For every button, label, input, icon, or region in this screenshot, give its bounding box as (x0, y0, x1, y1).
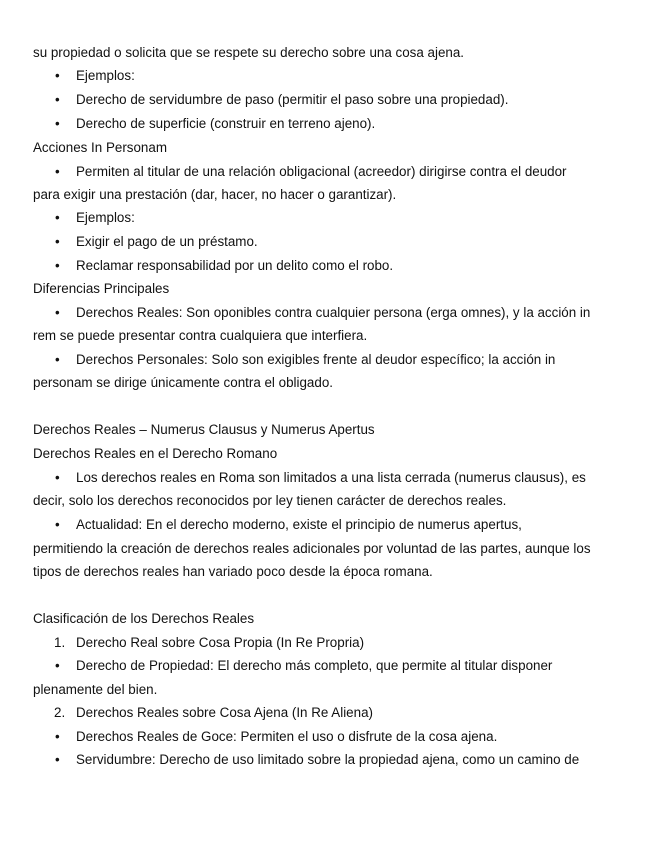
bullet-marker: • (55, 305, 60, 320)
text-line: tipos de derechos reales han variado poco desde la época romana. (33, 564, 433, 579)
bullet-marker: • (55, 258, 60, 273)
list-number: 2. (54, 705, 66, 720)
bullet-marker: • (55, 517, 60, 532)
list-number: 1. (54, 635, 66, 650)
bullet-item: Derechos Reales de Goce: Permiten el uso o disfrute de la cosa ajena. (76, 729, 498, 744)
bullet-item: Ejemplos: (76, 68, 135, 83)
text-line: para exigir una prestación (dar, hacer, no hacer o garantizar). (33, 187, 397, 202)
bullet-marker: • (55, 658, 60, 673)
section-heading: Derechos Reales – Numerus Clausus y Numerus Apertus (33, 422, 375, 437)
section-heading: Derechos Reales en el Derecho Romano (33, 446, 278, 461)
bullet-item: Permiten al titular de una relación obligacional (acreedor) dirigirse contra el deudor (76, 164, 567, 179)
bullet-item: Exigir el pago de un préstamo. (76, 234, 258, 249)
bullet-marker: • (55, 752, 60, 767)
bullet-item: Reclamar responsabilidad por un delito como el robo. (76, 258, 394, 273)
text-line: decir, solo los derechos reconocidos por ley tienen carácter de derechos reales. (33, 493, 507, 508)
text-line: rem se puede presentar contra cualquiera que interfiera. (33, 328, 368, 343)
bullet-item: Derecho de servidumbre de paso (permitir el paso sobre una propiedad). (76, 92, 509, 107)
bullet-item: Actualidad: En el derecho moderno, existe el principio de numerus apertus, (76, 517, 522, 532)
bullet-item: Derechos Reales: Son oponibles contra cualquier persona (erga omnes), y la acción in (76, 305, 591, 320)
bullet-marker: • (55, 68, 60, 83)
text-line: su propiedad o solicita que se respete su derecho sobre una cosa ajena. (33, 45, 465, 60)
bullet-item: Derechos Personales: Solo son exigibles frente al deudor específico; la acción in (76, 352, 556, 367)
section-heading: Acciones In Personam (33, 140, 167, 155)
text-line: plenamente del bien. (33, 682, 158, 697)
section-heading: Diferencias Principales (33, 281, 170, 296)
bullet-marker: • (55, 164, 60, 179)
bullet-marker: • (55, 210, 60, 225)
section-heading: Clasificación de los Derechos Reales (33, 611, 255, 626)
bullet-item: Derecho de superficie (construir en terreno ajeno). (76, 116, 376, 131)
numbered-item: Derechos Reales sobre Cosa Ajena (In Re Aliena) (76, 705, 373, 720)
text-line: personam se dirige únicamente contra el obligado. (33, 375, 333, 390)
bullet-marker: • (55, 470, 60, 485)
bullet-marker: • (55, 352, 60, 367)
bullet-item: Servidumbre: Derecho de uso limitado sobre la propiedad ajena, como un camino de (76, 752, 580, 767)
bullet-item: Ejemplos: (76, 210, 135, 225)
bullet-marker: • (55, 92, 60, 107)
bullet-marker: • (55, 234, 60, 249)
numbered-item: Derecho Real sobre Cosa Propia (In Re Propria) (76, 635, 365, 650)
bullet-item: Derecho de Propiedad: El derecho más completo, que permite al titular disponer (76, 658, 553, 673)
text-line: permitiendo la creación de derechos reales adicionales por voluntad de las partes, aunque los (33, 541, 591, 556)
bullet-marker: • (55, 116, 60, 131)
bullet-item: Los derechos reales en Roma son limitados a una lista cerrada (numerus clausus), es (76, 470, 586, 485)
bullet-marker: • (55, 729, 60, 744)
